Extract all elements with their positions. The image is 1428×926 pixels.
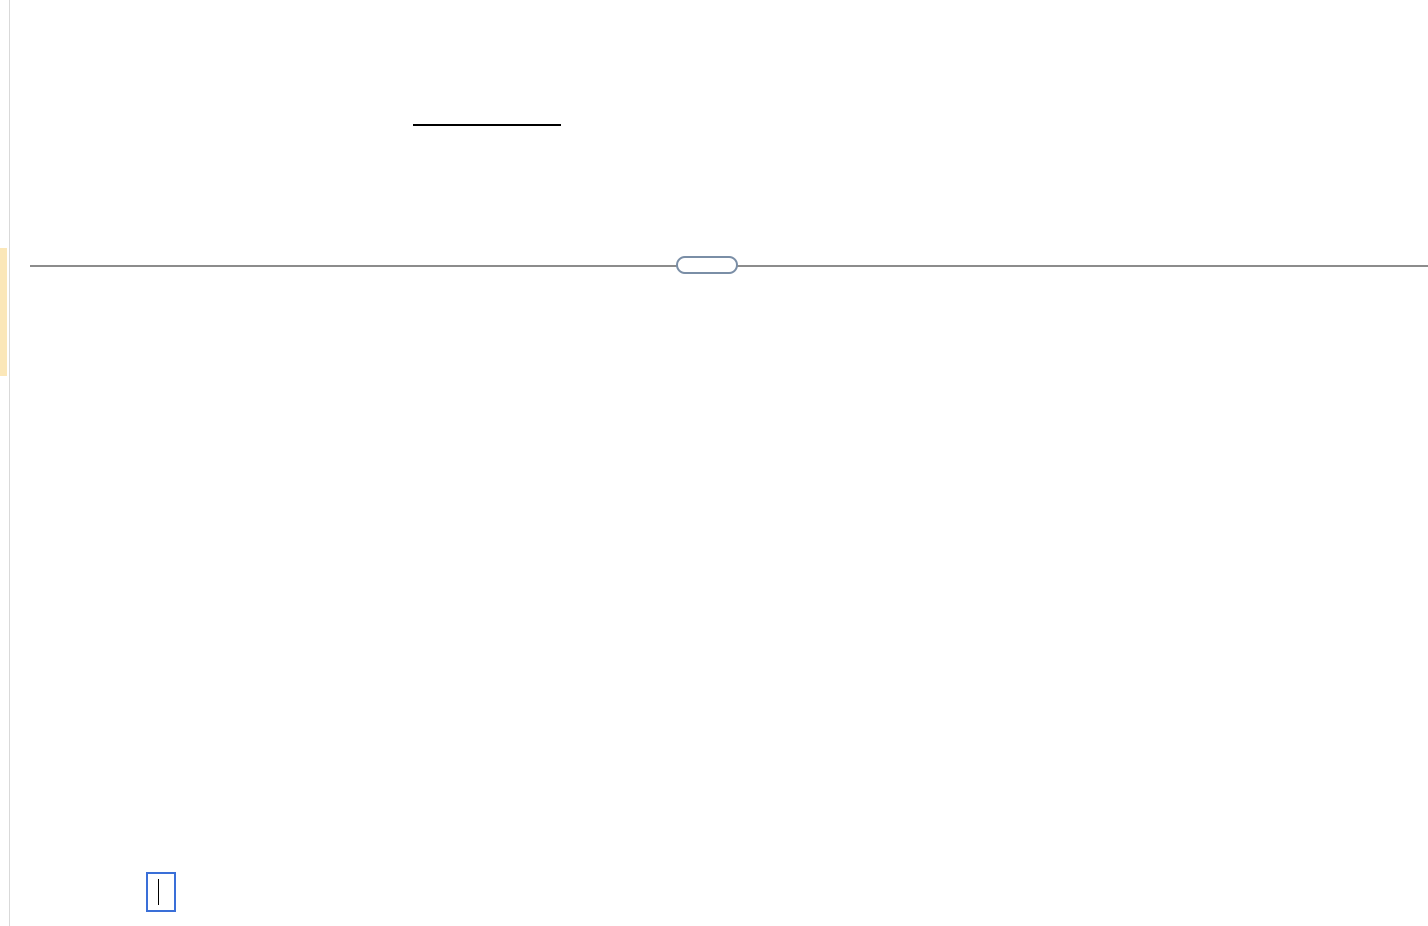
text-cursor: [158, 879, 159, 905]
left-border: [9, 0, 10, 926]
fraction-bar: [413, 124, 561, 126]
answer-input[interactable]: [146, 872, 176, 912]
more-button[interactable]: [676, 256, 738, 274]
left-focus-strip: [0, 248, 7, 376]
